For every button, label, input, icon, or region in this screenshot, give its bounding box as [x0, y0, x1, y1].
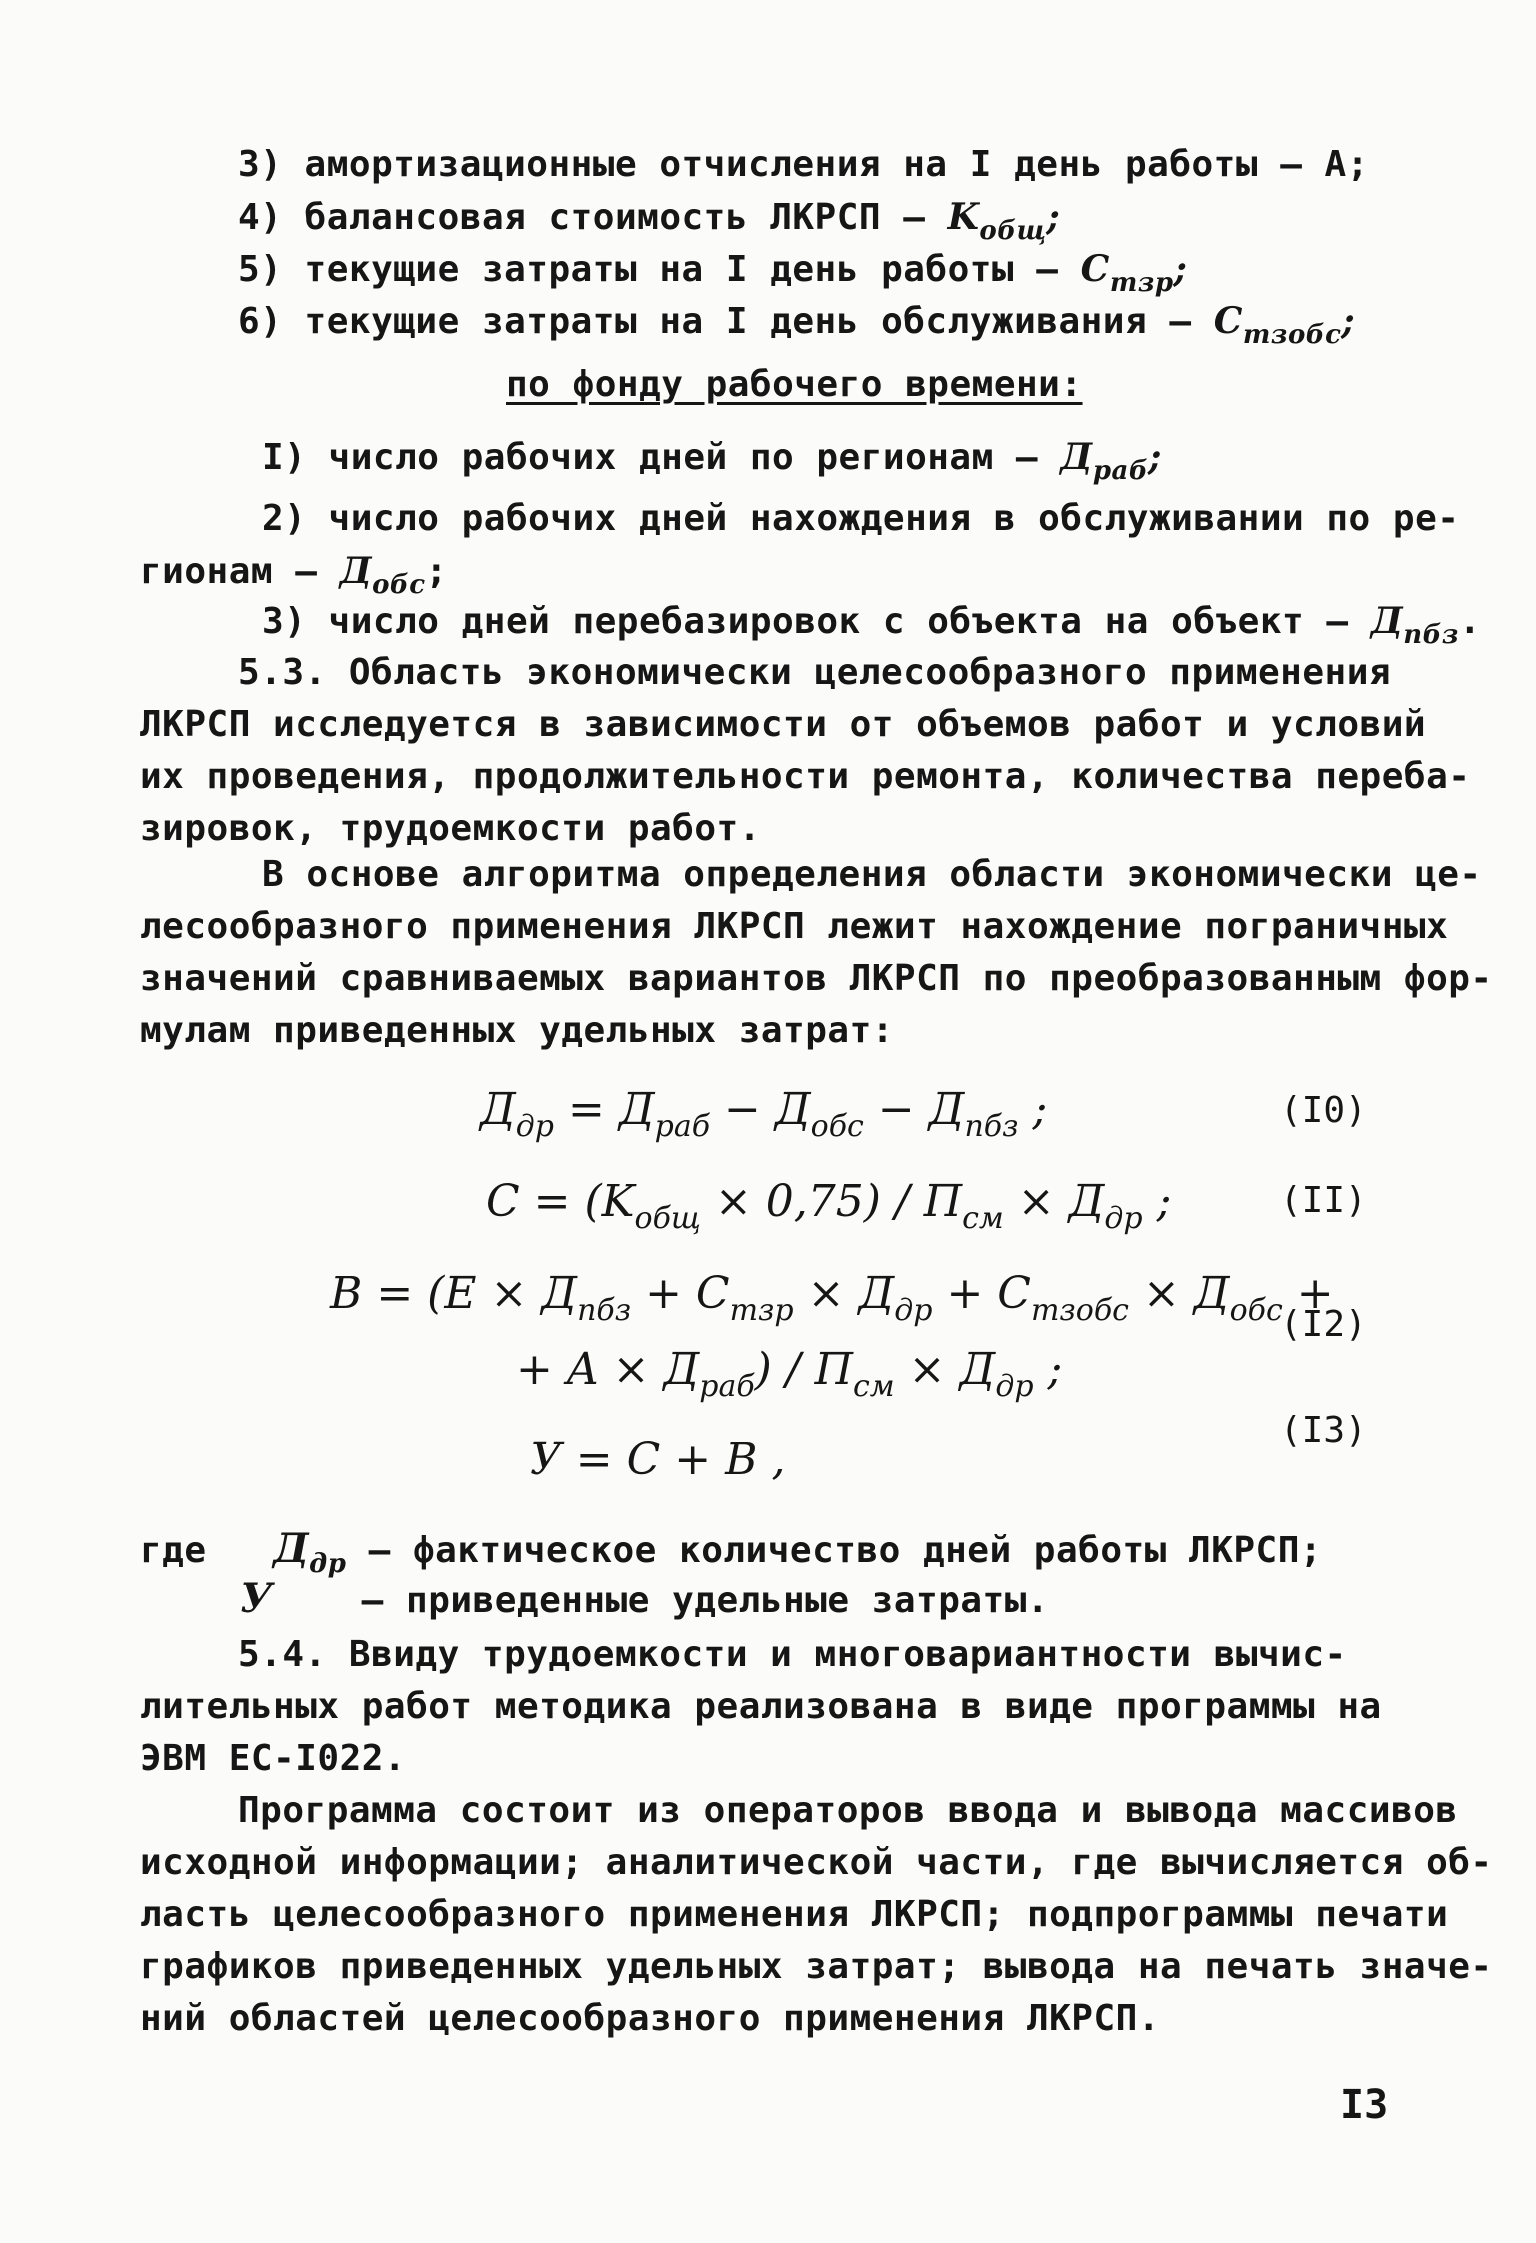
where-def-1: где $Д_{др}$ – фактическое количество дней работы ЛКРСП; [140, 1525, 1323, 1579]
para-program-line: графиков приведенных удельных затрат; вывода на печать значе- [140, 1946, 1493, 1987]
formula-12-line-2: + $A \times Д_{раб}) / П_{см} \times Д_{др}$ ; [516, 1344, 1063, 1404]
formula-12-line-1: $B = (E \times Д_{пбз} + C_{тзр} \times Д_{др} + C_{тзобс} \times Д_{обс}$ + [330, 1268, 1334, 1328]
para-algo-line: значений сравниваемых вариантов ЛКРСП по преобразованным фор- [140, 958, 1493, 999]
formula-10: $Д_{др} = Д_{раб} - Д_{обс} - Д_{пбз}$ ; [480, 1084, 1048, 1144]
para-program-line: Программа состоит из операторов ввода и вывода массивов [238, 1790, 1458, 1831]
para-program-line: исходной информации; аналитической части, где вычисляется об- [140, 1842, 1493, 1883]
section-heading: по фонду рабочего времени: [506, 364, 1083, 405]
list-item-3: 3) амортизационные отчисления на I день работы – А; [238, 144, 1369, 185]
time-item-1: I) число рабочих дней по регионам – $Д_{раб}$; [262, 436, 1162, 486]
para-5-4-line: ЭВМ ЕС-I022. [140, 1738, 407, 1779]
time-item-2: 2) число рабочих дней нахождения в обслуживании по ре- [262, 498, 1460, 539]
time-item-2-cont: гионам – $Д_{обс}$; [140, 550, 448, 600]
para-5-3-line: ЛКРСП исследуется в зависимости от объемов работ и условий [140, 704, 1427, 745]
para-algo-line: В основе алгоритма определения области экономически це- [262, 854, 1482, 895]
time-item-3: 3) число дней перебазировок с объекта на объект – $Д_{пбз}$. [262, 600, 1482, 650]
list-item-6: 6) текущие затраты на I день обслуживания – $C_{тзобс}$; [238, 300, 1356, 350]
formula-11: $C = (K_{общ} \times 0,75) / П_{см} \times Д_{др}$ ; [486, 1176, 1172, 1236]
para-5-4-line: лительных работ методика реализована в виде программы на [140, 1686, 1382, 1727]
formula-10-number: (I0) [1280, 1090, 1367, 1131]
para-5-3-line: их проведения, продолжительности ремонта, количества переба- [140, 756, 1471, 797]
formula-12-number: (I2) [1280, 1304, 1367, 1345]
where-def-2: У – приведенные удельные затраты. [240, 1575, 1050, 1622]
formula-13-number: (I3) [1280, 1410, 1367, 1451]
formula-13: У = C + B , [530, 1434, 786, 1485]
para-program-line: ласть целесообразного применения ЛКРСП; подпрограммы печати [140, 1894, 1449, 1935]
para-5-3-line: 5.3. Область экономически целесообразного применения [238, 652, 1392, 693]
list-item-4: 4) балансовая стоимость ЛКРСП – $K_{общ}$; [238, 196, 1061, 246]
page-number: I3 [1340, 2082, 1389, 2128]
para-algo-line: мулам приведенных удельных затрат: [140, 1010, 894, 1051]
para-algo-line: лесообразного применения ЛКРСП лежит нахождение пограничных [140, 906, 1449, 947]
para-program-line: ний областей целесообразного применения ЛКРСП. [140, 1998, 1160, 2039]
para-5-3-line: зировок, трудоемкости работ. [140, 808, 761, 849]
para-5-4-line: 5.4. Ввиду трудоемкости и многовариантности вычис- [238, 1634, 1347, 1675]
list-item-5: 5) текущие затраты на I день работы – $C_{тзр}$; [238, 248, 1188, 298]
formula-11-number: (II) [1280, 1180, 1367, 1221]
